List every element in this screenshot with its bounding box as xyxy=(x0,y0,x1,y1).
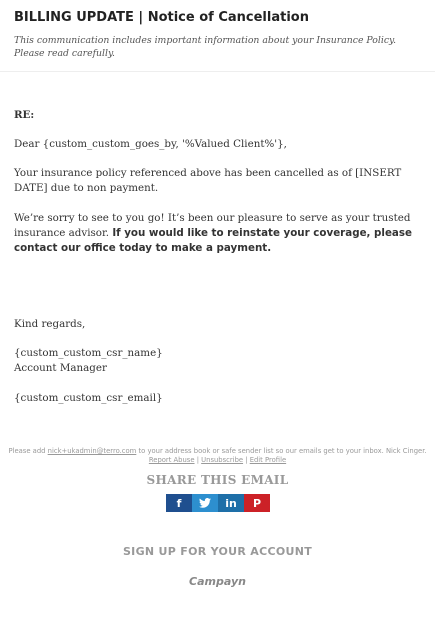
linkedin-icon: in xyxy=(225,496,237,510)
email-subtitle: This communication includes important information about your Insurance Policy. Please read carefully. xyxy=(14,35,397,59)
footer-sep-2: | xyxy=(243,456,250,464)
footer-sep-1: | xyxy=(194,456,202,464)
csr-name: {custom_custom_csr_name} xyxy=(14,347,163,359)
facebook-icon: f xyxy=(176,496,182,510)
twitter-share-button[interactable] xyxy=(192,494,218,512)
share-title: SHARE THIS EMAIL xyxy=(146,473,289,487)
social-share-bar xyxy=(166,494,270,512)
reinstate-call-to-action: If you would like to reinstate your coverage, please contact our office today to make a payment. xyxy=(14,227,412,254)
footer-note xyxy=(0,447,435,465)
facebook-share-button[interactable] xyxy=(166,494,192,512)
unsubscribe-link[interactable]: Unsubscribe xyxy=(201,456,244,464)
re-line: RE: xyxy=(14,109,35,121)
footer-note-suffix: to your address book or safe sender list so our emails get to your inbox. Nick Cinger. xyxy=(136,447,427,455)
pinterest-share-button[interactable] xyxy=(244,494,270,512)
pinterest-icon: P xyxy=(252,496,262,510)
cancellation-paragraph: Your insurance policy referenced above has been cancelled as of [INSERT DATE] due to non payment. xyxy=(14,167,402,194)
linkedin-share-button[interactable] xyxy=(218,494,244,512)
reinstate-paragraph xyxy=(14,211,424,256)
csr-title: Account Manager xyxy=(14,362,107,374)
greeting: Dear {custom_custom_goes_by, '%Valued Client%'}, xyxy=(14,138,287,150)
footer-note-prefix: Please add xyxy=(8,447,48,455)
campayn-logo[interactable]: Campayn xyxy=(189,575,246,588)
email-title: BILLING UPDATE | Notice of Cancellation xyxy=(14,10,309,25)
report-abuse-link[interactable]: Report Abuse xyxy=(148,456,195,464)
edit-profile-link[interactable]: Edit Profile xyxy=(249,456,287,464)
reinstate-text: We’re sorry to see to you go! It’s been our pleasure to serve as your trusted insurance advisor. xyxy=(14,212,411,239)
csr-email: {custom_custom_csr_email} xyxy=(14,392,163,404)
sender-email-link[interactable]: nick+ukadmin@terro.com xyxy=(47,447,137,455)
header-divider xyxy=(0,71,435,72)
closing: Kind regards, xyxy=(14,318,86,330)
signup-link[interactable]: SIGN UP FOR YOUR ACCOUNT xyxy=(122,545,313,558)
twitter-icon xyxy=(199,498,211,508)
